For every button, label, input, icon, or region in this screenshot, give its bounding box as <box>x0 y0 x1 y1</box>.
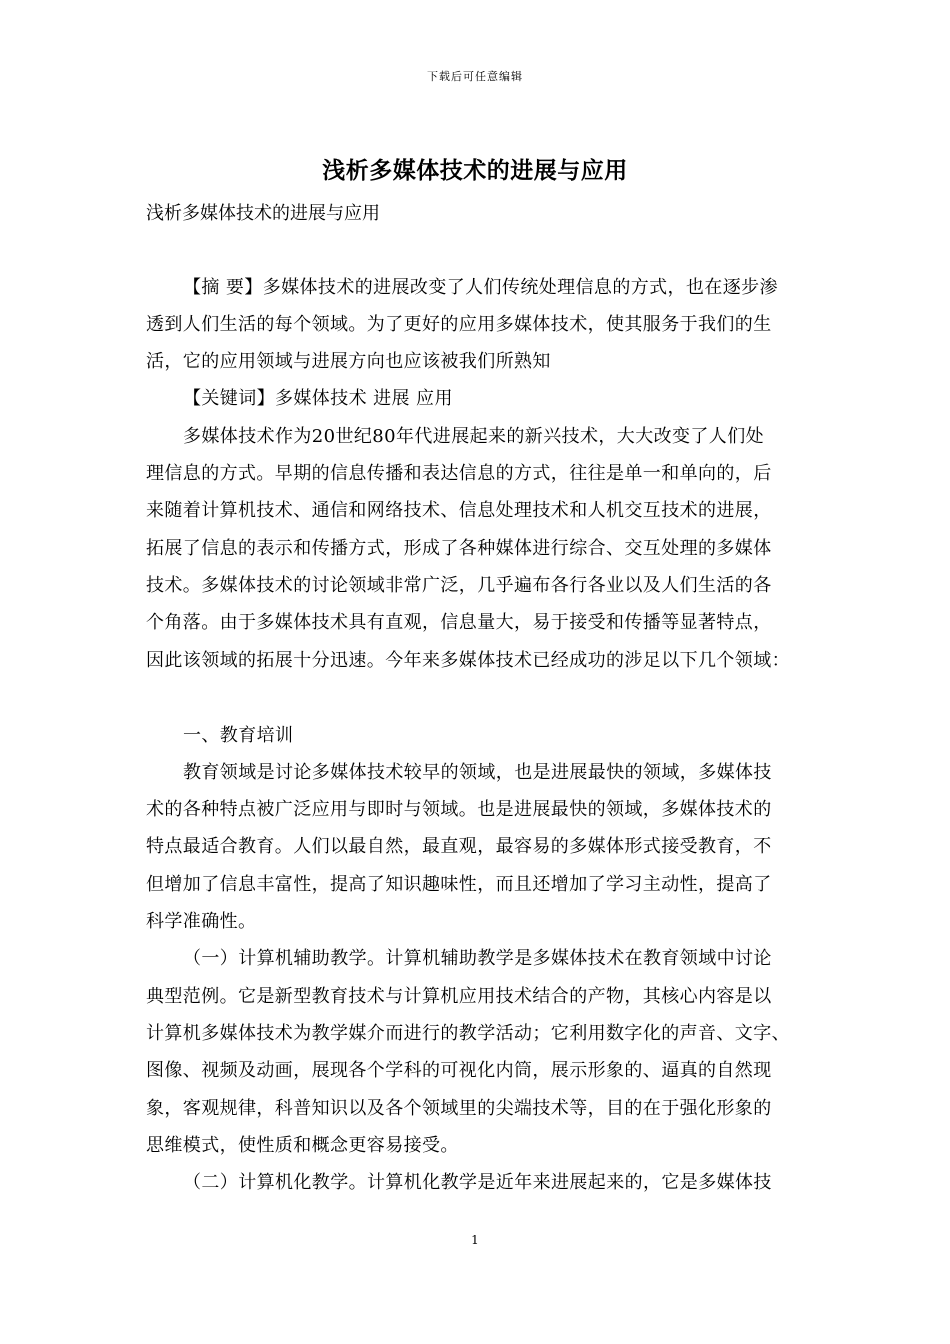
intro-line-6: 个角落。由于多媒体技术具有直观，信息量大，易于接受和传播等显著特点， <box>146 612 772 633</box>
intro-line-1: 多媒体技术作为20世纪80年代进展起来的新兴技术，大大改变了人们处 <box>183 426 765 447</box>
education-line-3: 特点最适合教育。人们以最自然，最直观，最容易的多媒体形式接受教育，不 <box>146 836 772 857</box>
keywords-line: 【关键词】多媒体技术 进展 应用 <box>183 388 453 409</box>
intro-line-3: 来随着计算机技术、通信和网络技术、信息处理技术和人机交互技术的进展， <box>146 500 772 521</box>
page-header-note: 下载后可任意编辑 <box>427 70 523 83</box>
cai-line-6: 思维模式，使性质和概念更容易接受。 <box>146 1135 459 1156</box>
intro-line-5: 技术。多媒体技术的讨论领域非常广泛，几乎遍布各行各业以及人们生活的各 <box>146 575 772 596</box>
computerized-teaching-line-1: （二）计算机化教学。计算机化教学是近年来进展起来的，它是多媒体技 <box>183 1172 772 1193</box>
education-line-2: 术的各种特点被广泛应用与即时与领域。也是进展最快的领域，多媒体技术的 <box>146 799 772 820</box>
document-title: 浅析多媒体技术的进展与应用 <box>322 157 628 184</box>
cai-line-4: 图像、视频及动画，展现各个学科的可视化内筒，展示形象的、逼真的自然现 <box>146 1060 772 1081</box>
education-line-1: 教育领域是讨论多媒体技术较早的领域，也是进展最快的领域，多媒体技 <box>183 762 772 783</box>
cai-line-5: 象，客观规律，科普知识以及各个领域里的尖端技术等，目的在于强化形象的 <box>146 1098 772 1119</box>
cai-line-3: 计算机多媒体技术为教学媒介而进行的教学活动；它利用数字化的声音、文字、 <box>146 1023 790 1044</box>
abstract-line-2: 透到人们生活的每个领域。为了更好的应用多媒体技术，使其服务于我们的生 <box>146 314 772 335</box>
intro-line-2: 理信息的方式。早期的信息传播和表达信息的方式，往往是单一和单向的，后 <box>146 463 772 484</box>
intro-line-4: 拓展了信息的表示和传播方式，形成了各种媒体进行综合、交互处理的多媒体 <box>146 538 772 559</box>
intro-line-7: 因此该领域的拓展十分迅速。今年来多媒体技术已经成功的涉足以下几个领域： <box>146 650 790 671</box>
abstract-line-3: 活，它的应用领域与进展方向也应该被我们所熟知 <box>146 351 551 372</box>
cai-line-1: （一）计算机辅助教学。计算机辅助教学是多媒体技术在教育领域中讨论 <box>183 948 772 969</box>
section-heading-education: 一、教育培训 <box>183 725 294 746</box>
cai-line-2: 典型范例。它是新型教育技术与计算机应用技术结合的产物，其核心内容是以 <box>146 986 772 1007</box>
document-subtitle: 浅析多媒体技术的进展与应用 <box>146 203 380 224</box>
page-number: 1 <box>471 1233 479 1247</box>
abstract-line-1: 【摘 要】多媒体技术的进展改变了人们传统处理信息的方式，也在逐步渗 <box>183 277 778 298</box>
education-line-5: 科学准确性。 <box>146 911 257 932</box>
education-line-4: 但增加了信息丰富性，提高了知识趣味性，而且还增加了学习主动性，提高了 <box>146 874 772 895</box>
